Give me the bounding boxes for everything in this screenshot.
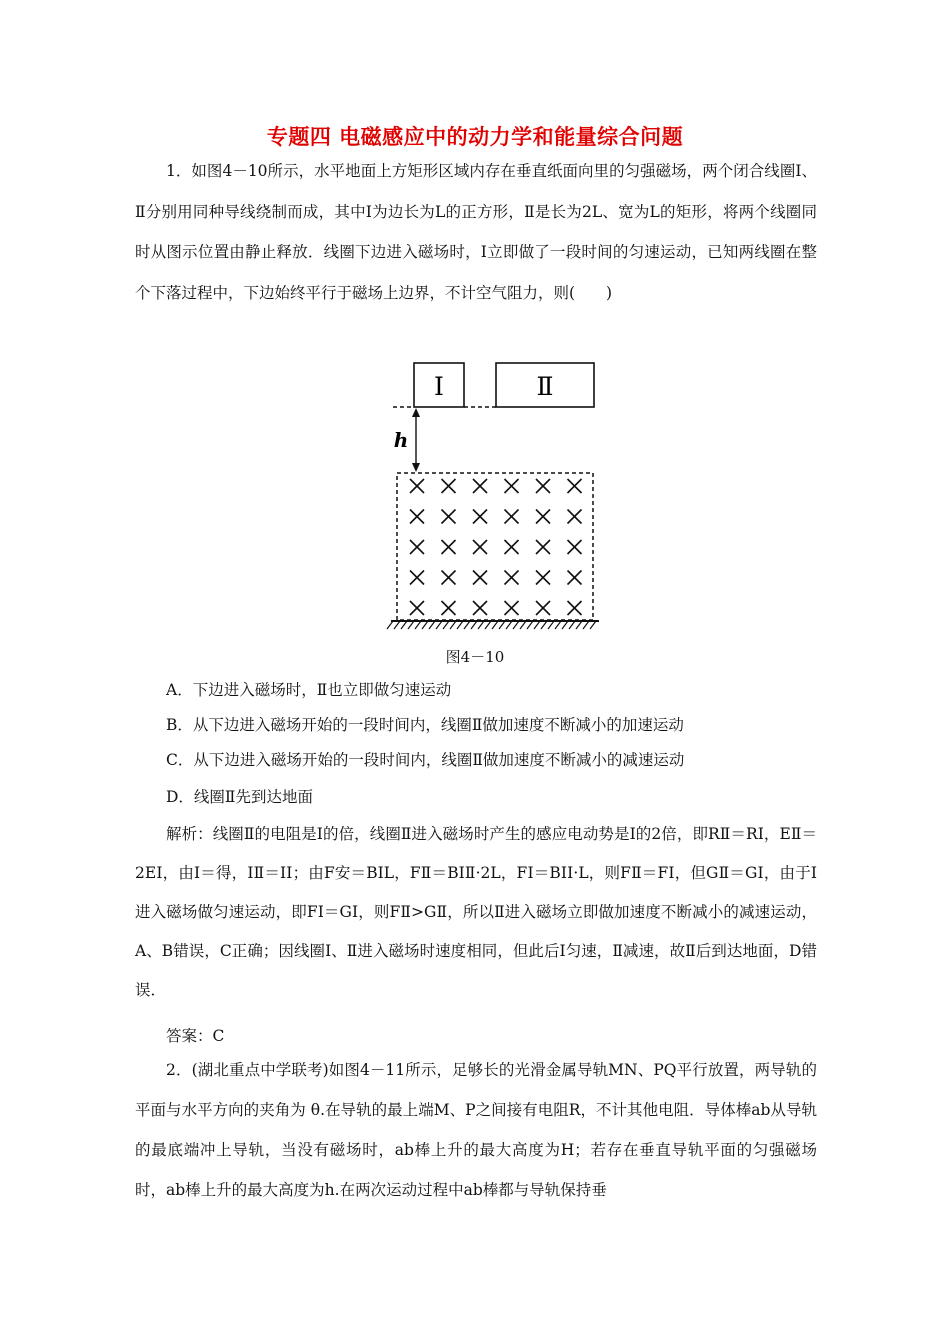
ground-hatch-mark xyxy=(429,621,435,629)
ground-hatch-mark xyxy=(513,621,519,629)
ground-hatch-mark xyxy=(555,621,561,629)
ground-hatch-mark xyxy=(387,621,393,629)
ground-hatch-mark xyxy=(576,621,582,629)
question-2-stem: 2．(湖北重点中学联考)如图4－11所示，足够长的光滑金属导轨MN、PQ平行放置，两导轨的平面与水平方向的夹角为 θ.在导轨的最上端M、P之间接有电阻R，不计其他电阻．导体棒ab从导轨的最底端冲上导轨，当没有磁场时，ab棒上升的最大高度为H；若存在垂直导轨平面的匀强磁场时，ab棒上升的最大高度为h.在两次运动过程中ab棒都与导轨保持垂 xyxy=(135,1061,817,1199)
ground-hatch-mark xyxy=(520,621,526,629)
ground-hatch-mark xyxy=(499,621,505,629)
magnetic-field-region xyxy=(397,473,593,620)
ground-hatch-mark xyxy=(443,621,449,629)
coil-1-label: Ⅰ xyxy=(434,372,444,401)
ground-hatch-mark xyxy=(583,621,589,629)
answer: 答案：C xyxy=(166,1027,225,1045)
ground-hatch-mark xyxy=(415,621,421,629)
ground-hatch-mark xyxy=(562,621,568,629)
ground-hatch-mark xyxy=(590,621,596,629)
figure-caption: 图4－10 xyxy=(445,648,505,666)
ground-hatch-mark xyxy=(534,621,540,629)
ground-hatch-mark xyxy=(541,621,547,629)
magnetic-field-crosses xyxy=(410,479,582,615)
ground-hatch-mark xyxy=(401,621,407,629)
question-1-stem: 1．如图4－10所示，水平地面上方矩形区域内存在垂直纸面向里的匀强磁场，两个闭合线圈Ⅰ、Ⅱ分别用同种导线绕制而成，其中Ⅰ为边长为L的正方形，Ⅱ是长为2L、宽为L的矩形，将两个线圈同时从图示位置由静止释放．线圈下边进入磁场时，Ⅰ立即做了一段时间的匀速运动，已知两线圈在整个下落过程中，下边始终平行于磁场上边界，不计空气阻力，则( ) xyxy=(135,162,817,302)
height-arrow-head-down xyxy=(412,463,420,472)
ground-hatch-mark xyxy=(548,621,554,629)
height-arrow-head-up xyxy=(412,408,420,417)
height-label: h xyxy=(393,428,409,452)
ground-hatch-mark xyxy=(506,621,512,629)
coil-2-label: Ⅱ xyxy=(536,372,554,401)
option-d: D．线圈Ⅱ先到达地面 xyxy=(166,788,313,806)
ground-hatch-mark xyxy=(471,621,477,629)
page-title: 专题四 电磁感应中的动力学和能量综合问题 xyxy=(266,125,684,149)
option-a: A．下边进入磁场时，Ⅱ也立即做匀速运动 xyxy=(166,681,452,699)
ground-hatch-mark xyxy=(436,621,442,629)
ground-hatch-mark xyxy=(450,621,456,629)
ground-hatch-mark xyxy=(394,621,400,629)
ground-hatch-mark xyxy=(457,621,463,629)
ground-hatch-mark xyxy=(569,621,575,629)
option-b: B．从下边进入磁场开始的一段时间内，线圈Ⅱ做加速度不断减小的加速运动 xyxy=(166,716,684,734)
analysis: 解析：线圈Ⅱ的电阻是Ⅰ的倍，线圈Ⅱ进入磁场时产生的感应电动势是Ⅰ的2倍，即RⅡ＝RⅠ，EⅡ＝2EⅠ，由I＝得，IⅡ＝IⅠ；由F安＝BIL，FⅡ＝BIⅡ·2L，FⅠ＝BIⅠ·L，则FⅡ＝FⅠ，但GⅡ＝GⅠ，由于Ⅰ进入磁场做匀速运动，即FⅠ＝GⅠ，则FⅡ>GⅡ，所以Ⅱ进入磁场立即做加速度不断减小的减速运动，A、B错误，C正确；因线圈Ⅰ、Ⅱ进入磁场时速度相同，但此后Ⅰ匀速，Ⅱ减速，故Ⅱ后到达地面，D错误． xyxy=(135,825,817,999)
ground-hatch-mark xyxy=(492,621,498,629)
ground-hatching xyxy=(387,621,596,629)
option-c: C．从下边进入磁场开始的一段时间内，线圈Ⅱ做加速度不断减小的减速运动 xyxy=(166,751,685,769)
ground-hatch-mark xyxy=(422,621,428,629)
ground-hatch-mark xyxy=(485,621,491,629)
ground-hatch-mark xyxy=(478,621,484,629)
ground-hatch-mark xyxy=(527,621,533,629)
ground-hatch-mark xyxy=(408,621,414,629)
ground-hatch-mark xyxy=(464,621,470,629)
figure-4-10 xyxy=(385,355,605,640)
